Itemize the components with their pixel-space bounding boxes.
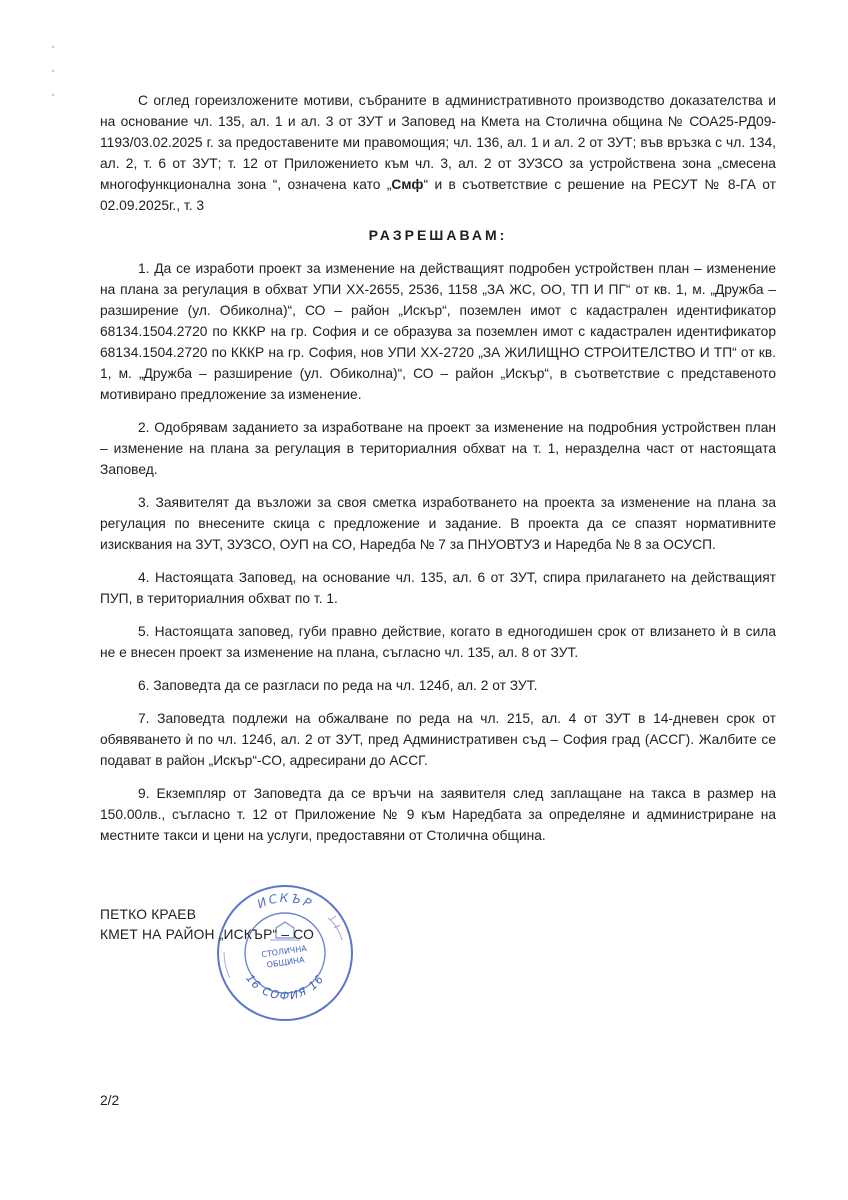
decree-item-6: 6. Заповедта да се разгласи по реда на чл. 124б, ал. 2 от ЗУТ. <box>138 678 538 693</box>
decree-item-4: 4. Настоящата Заповед, на основание чл. 135, ал. 6 от ЗУТ, спира прилагането на действащият ПУП, в териториалния обхват по т. 1. <box>100 570 776 606</box>
signatory-title: КМЕТ НА РАЙОН „ИСКЪР“ – СО <box>100 927 315 942</box>
page-number: 2/2 <box>100 1093 120 1108</box>
stamp-bottom-text: 16 СОФИЯ 16 <box>243 971 327 1003</box>
official-stamp <box>210 878 360 1028</box>
decree-item-7: 7. Заповедта подлежи на обжалване по реда на чл. 215, ал. 4 от ЗУТ в 14-дневен срок от обявяването ѝ по чл. 124б, ал. 2 от ЗУТ, пред Административен съд – София град (АССГ). Жалбите се подават в район „Искър“-СО, адресирани до АССГ. <box>100 711 776 768</box>
stamp-center-line2: ОБЩИНА <box>266 955 306 970</box>
stamp-top-text: ИСКЪР <box>255 890 316 912</box>
decree-item-3: 3. Заявителят да възложи за своя сметка изработването на проекта за изменение на плана за регулация по внесените скица с предложение и задание. В проекта да се спазят нормативните изисквания на ЗУТ, ЗУЗСО, ОУП на СО, Наредба № 7 за ПНУОВТУЗ и Наредба № 8 за ОСУСП. <box>100 495 776 552</box>
intro-text-part2: “ и в съответствие с решение на РЕСУТ № 8-ГА от 02.09.2025г., т. 3 <box>100 177 776 213</box>
svg-text:16 СОФИЯ 16 <box>243 972 327 1002</box>
decree-item-2: 2. Одобрявам заданието за изработване на проект за изменение на подробния устройствен план – изменение на плана за регулация в териториалния обхват на т. 1, неразделна част от настоящата Заповед. <box>100 420 776 477</box>
zone-code: Смф <box>391 177 424 192</box>
decree-item-9: 9. Екземпляр от Заповедта да се връчи на заявителя след заплащане на такса в размер на 150.00лв., съгласно т. 12 от Приложение № 9 към Наредбата за определяне и администриране на местните такси и цени на услуги, предоставяни от Столична община. <box>100 786 776 843</box>
decree-heading: РАЗРЕШАВАМ: <box>368 227 508 243</box>
signature-block <box>100 905 314 945</box>
stamp-center-line1: СТОЛИЧНА <box>260 943 308 960</box>
intro-paragraph <box>100 90 776 216</box>
decree-item-1: 1. Да се изработи проект за изменение на действащият подробен устройствен план – изменение на плана за регулация в обхват УПИ ХХ-2655, 2536, 1158 „ЗА ЖС, ОО, ТП И ПГ“ от кв. 1, м. „Дружба – разширение (ул. Обиколна)“, СО – район „Искър“, поземлен имот с кадастрален идентификатор 68134.1504.2720 по КККР на гр. София и се образува за поземлен имот с кадастрален идентификатор 68134.1504.2720 по КККР на гр. София, нов УПИ ХХ-2720 „ЗА ЖИЛИЩНО СТРОИТЕЛСТВО И ТП“ от кв. 1, м. „Дружба – разширение (ул. Обиколна)“, СО – район „Искър“, в съответствие с представеното мотивирано предложение за изменение. <box>100 261 776 402</box>
decree-item-5: 5. Настоящата заповед, губи правно действие, когато в едногодишен срок от влизането ѝ в сила не е внесен проект за изменение на плана, съгласно чл. 135, ал. 8 от ЗУТ. <box>100 624 776 660</box>
scan-margin-dots <box>52 46 58 118</box>
document-body <box>100 90 776 858</box>
intro-text-part1: С оглед гореизложените мотиви, събраните в административното производство доказателства и на основание чл. 135, ал. 1 и ал. 3 от ЗУТ и Заповед на Кмета на Столична община № СОА25-РД09-1193/03.02.2025 г. за предоставените ми правомощия; чл. 136, ал. 1 и ал. 2 от ЗУТ; във връзка с чл. 134, ал. 2, т. 6 от ЗУТ; т. 12 от Приложението към чл. 3, ал. 2 от ЗУЗСО за устройствена зона „смесена многофункционална зона “, означена като „ <box>100 93 776 192</box>
signatory-name: ПЕТКО КРАЕВ <box>100 907 197 922</box>
